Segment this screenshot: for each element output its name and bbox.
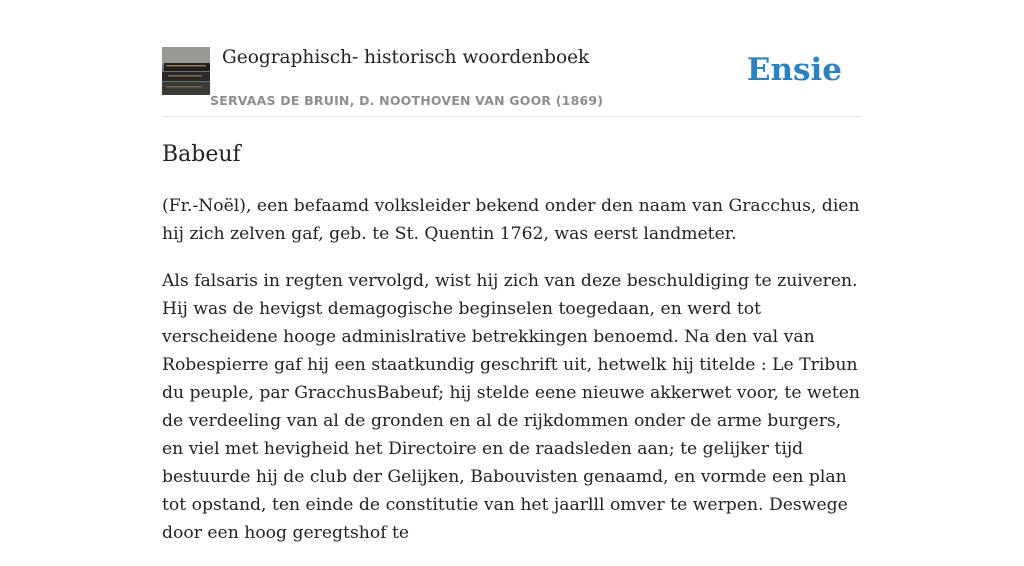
book-spines-icon	[162, 47, 210, 95]
book-authors: SERVAAS DE BRUIN, D. NOOTHOVEN VAN GOOR (1869)	[210, 93, 604, 108]
ensie-logo[interactable]: Ensie	[746, 52, 842, 88]
book-title-link[interactable]: Geographisch- historisch woordenboek	[222, 47, 590, 68]
article-title: Babeuf	[162, 142, 241, 167]
book-header	[162, 44, 862, 117]
article-paragraph: (Fr.-Noël), een befaamd volksleider bekend onder den naam van Gracchus, dien hij zich zelven gaf, geb. te St. Quentin 1762, was eerst landmeter.	[162, 196, 860, 244]
article-paragraph: Als falsaris in regten vervolgd, wist hij zich van deze beschuldiging te zuiveren. Hij was de hevigst demagogische beginselen toegedaan, en werd tot verscheidene hooge adminislrative betrekkingen benoemd. Na den val van Robespierre gaf hij een staatkundig geschrift uit, hetwelk hij titelde : Le Tribun du peuple, par GracchusBabeuf; hij stelde eene nieuwe akkerwet voor, te weten de verdeeling van al de gronden en al de rijkdommen onder de arme burgers, en viel met hevigheid het Directoire en de raadsleden aan; te gelijker tijd bestuurde hij de club der Gelijken, Babouvisten genaamd, en vormde een plan tot opstand, ten einde de constitutie van het jaarlll omver te werpen. Deswege door een hoog geregtshof te	[162, 271, 860, 543]
book-cover-avatar[interactable]	[162, 47, 210, 95]
article	[162, 140, 862, 566]
